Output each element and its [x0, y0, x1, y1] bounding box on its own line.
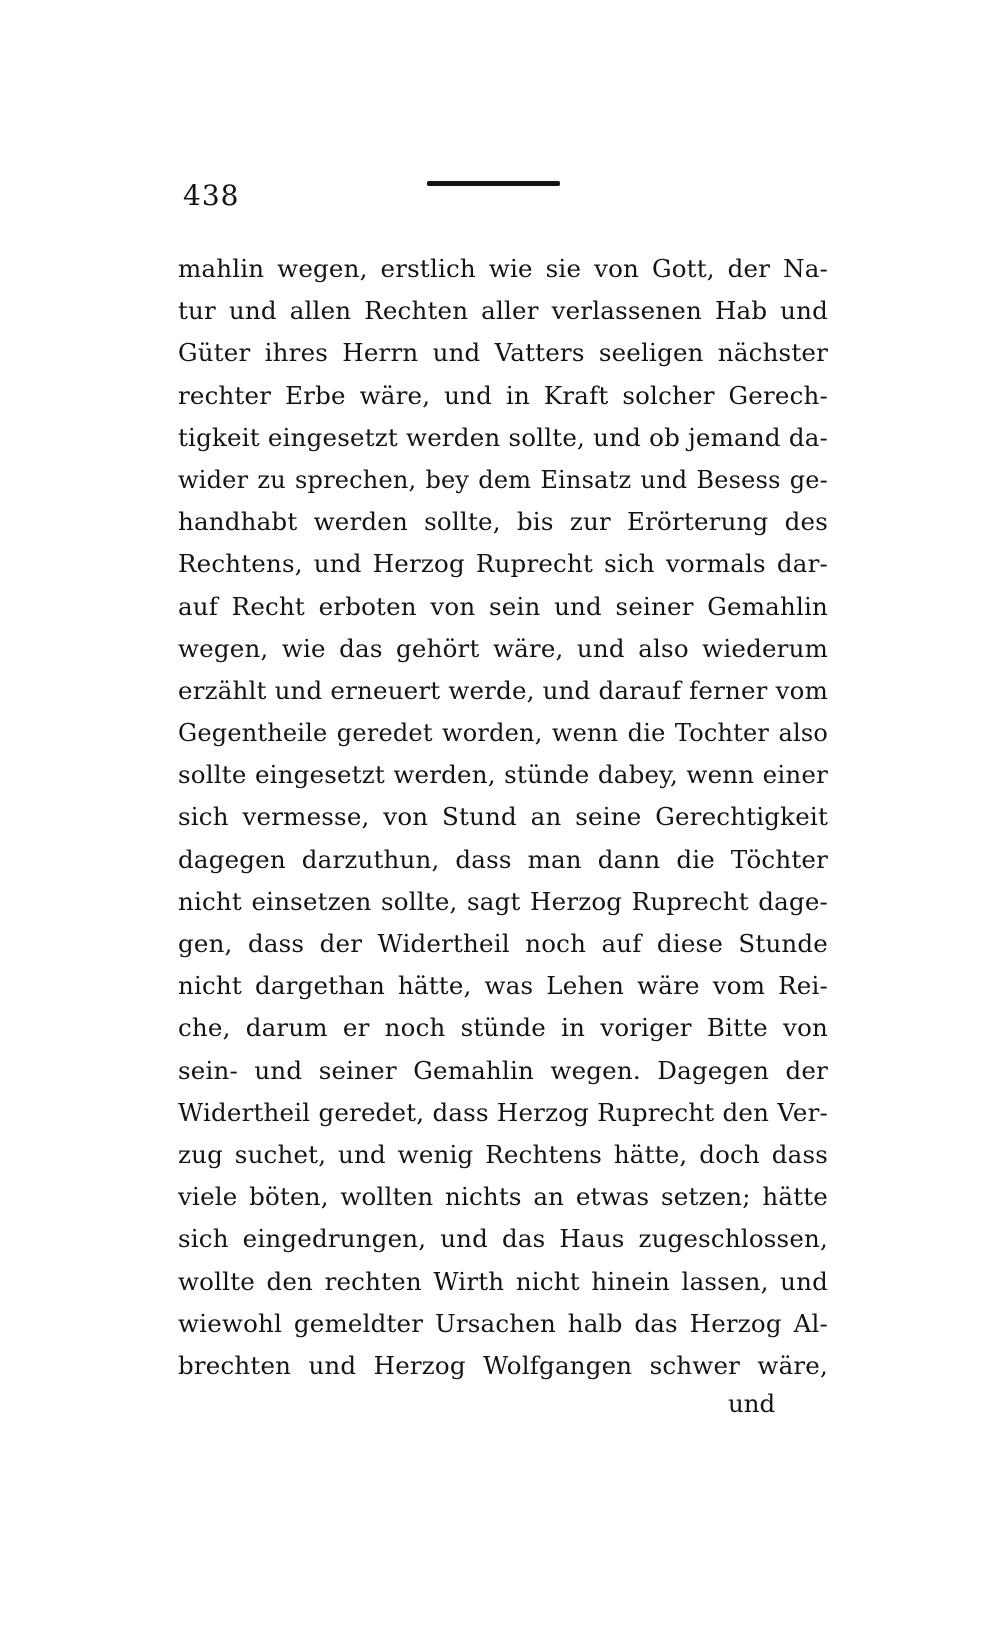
- text-line: erzählt und erneuert werde, und darauf ferner vom: [178, 675, 829, 705]
- text-line: brechten und Herzog Wolfgangen schwer wäre,: [178, 1350, 828, 1380]
- text-line: nicht einsetzen sollte, sagt Herzog Ruprecht dage-: [178, 886, 828, 916]
- text-line: nicht dargethan hätte, was Lehen wäre vom Rei-: [178, 971, 828, 1001]
- text-line: sich vermesse, von Stund an seine Gerechtigkeit: [178, 802, 828, 832]
- text-line: Güter ihres Herrn und Vatters seeligen nächster: [178, 338, 828, 368]
- text-line: viele böten, wollten nichts an etwas setzen; hätte: [178, 1182, 828, 1212]
- header-rule: [427, 181, 560, 186]
- catchword: und: [728, 1389, 776, 1418]
- text-line: che, darum er noch stünde in voriger Bitte von: [178, 1013, 828, 1043]
- body-text: [178, 248, 828, 1387]
- text-line: wollte den rechten Wirth nicht hinein lassen, und: [178, 1266, 828, 1296]
- text-line: handhabt werden sollte, bis zur Erörterung des: [178, 507, 828, 537]
- text-line: mahlin wegen, erstlich wie sie von Gott, der Na-: [178, 254, 828, 283]
- text-line: tigkeit eingesetzt werden sollte, und ob jemand da-: [178, 422, 828, 452]
- text-line: auf Recht erboten von sein und seiner Gemahlin: [178, 591, 828, 621]
- text-line: gen, dass der Widertheil noch auf diese Stunde: [178, 929, 828, 958]
- text-line: zug suchet, und wenig Rechtens hätte, doch dass: [178, 1139, 828, 1169]
- text-line: rechter Erbe wäre, und in Kraft solcher Gerech-: [178, 380, 828, 410]
- text-line: Rechtens, und Herzog Ruprecht sich vormals dar-: [178, 549, 828, 579]
- text-line: wider zu sprechen, bey dem Einsatz und Besess ge-: [178, 465, 828, 494]
- page-number: 438: [183, 179, 240, 212]
- text-line: sich eingedrungen, und das Haus zugeschlossen,: [178, 1224, 828, 1254]
- text-line: sollte eingesetzt werden, stünde dabey, wenn einer: [178, 760, 828, 790]
- text-line: Gegentheile geredet worden, wenn die Tochter also: [178, 719, 828, 748]
- text-line: wegen, wie das gehört wäre, und also wiederum: [178, 633, 828, 663]
- text-line: tur und allen Rechten aller verlassenen Hab und: [178, 296, 828, 326]
- text-line: dagegen darzuthun, dass man dann die Töchter: [178, 844, 828, 874]
- text-line: wiewohl gemeldter Ursachen halb das Herzog Al-: [178, 1308, 828, 1338]
- text-line: sein- und seiner Gemahlin wegen. Dagegen der: [178, 1055, 828, 1085]
- text-line: Widertheil geredet, dass Herzog Ruprecht den Ver-: [178, 1097, 828, 1127]
